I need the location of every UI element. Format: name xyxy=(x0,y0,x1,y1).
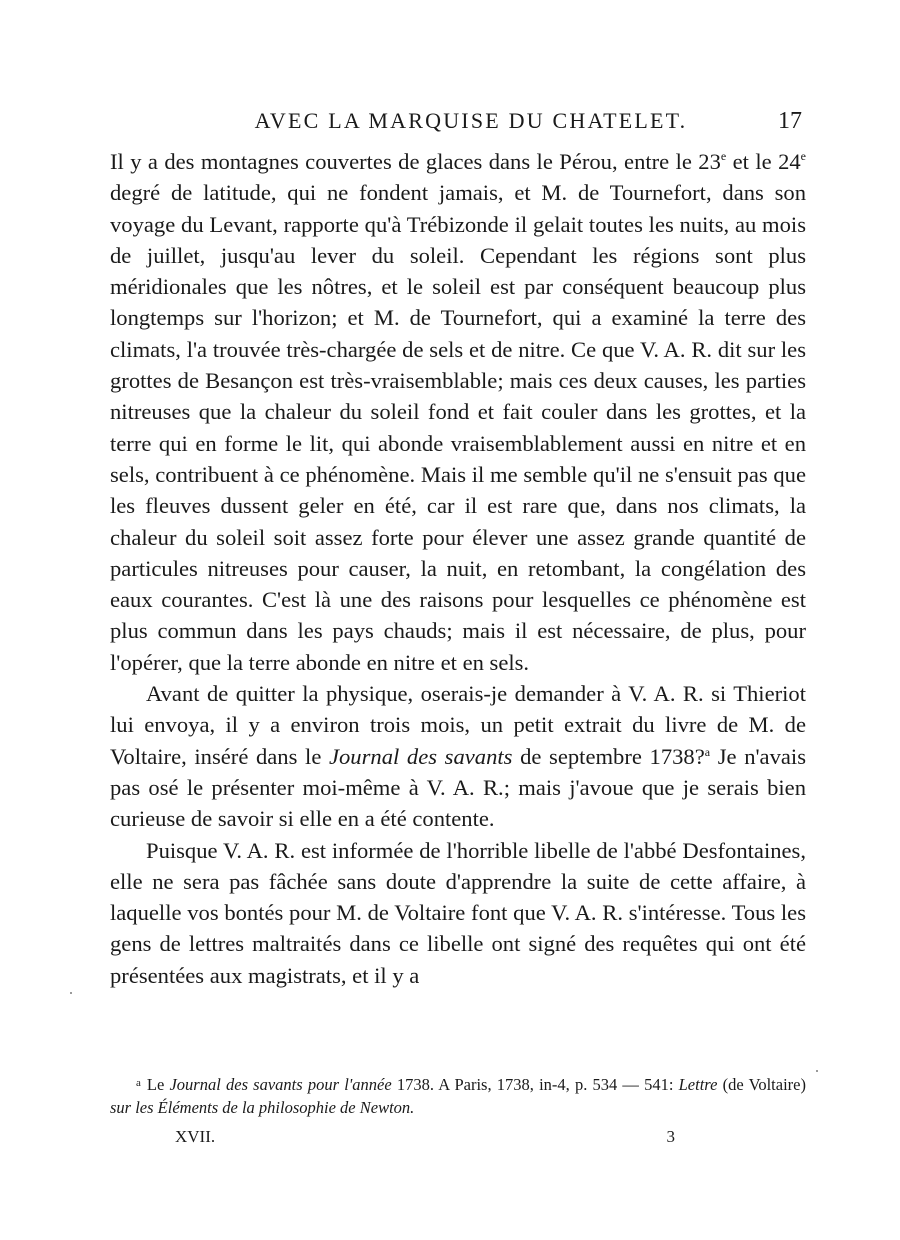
page-number: 17 xyxy=(778,108,802,134)
paragraph-2-text-c: Je n'avais pas osé le présenter moi-même à V. A. R.; mais j'avoue que je serais bien curieuse de savoir si elle en a été contente. xyxy=(110,743,806,832)
footnote-text-a: Le xyxy=(146,1075,170,1094)
footnote-text-b: 1738. A Paris, 1738, in-4, p. 534 — 541: xyxy=(391,1075,679,1094)
signature-line xyxy=(175,1127,675,1151)
body-text xyxy=(110,146,806,991)
paragraph-2-text-a: Avant de quitter la physique, oserais-je demander à V. A. R. si Thieriot lui envoya, il y a environ trois mois, un petit extrait du livre de M. de Voltaire, inséré dans le xyxy=(110,681,806,769)
running-title: AVEC LA MARQUISE DU CHATELET. xyxy=(254,108,688,133)
paragraph-1-text-a: Il y a des montagnes couvertes de glaces dans le Pérou, entre le 23 xyxy=(110,149,721,174)
footnote-italic-a: Journal des savants pour l'année xyxy=(169,1075,392,1094)
paragraph-3: Puisque V. A. R. est informée de l'horrible libelle de l'abbé Desfontaines, elle ne sera pas fâchée sans doute d'apprendre la suite de cette affaire, à laquelle vos bontés pour M. de Voltaire font que V. A. R. s'intéresse. Tous les gens de lettres maltraités dans ce libelle ont signé des requêtes qui ont été présentées aux magistrats, et il y a xyxy=(110,837,806,988)
ordinal-superscript: e xyxy=(720,149,727,163)
footnote-italic-b: Lettre xyxy=(678,1075,718,1094)
footnote-text-c: (de Voltaire) xyxy=(717,1075,806,1094)
print-speck xyxy=(816,1070,818,1072)
paragraph-1 xyxy=(110,146,806,678)
footnote-italic-c: sur les Éléments de la philosophie de Newton. xyxy=(110,1098,415,1117)
print-speck xyxy=(70,992,72,994)
footnote-reference[interactable]: a xyxy=(704,744,711,759)
paragraph-1-text-c: degré de latitude, qui ne fondent jamais, et M. de Tournefort, dans son voyage du Levant, rapporte qu'à Trébizonde il gelait toutes les nuits, au mois de juillet, jusqu'au lever du soleil. Cependant les régions sont plus méridionales que les nôtres, et le soleil est par conséquent beaucoup plus longtemps sur l'horizon; et M. de Tournefort, qui a examiné la terre des climats, l'a trouvée très-chargée de sels et de nitre. Ce que V. A. R. dit sur les grottes de Besançon est très-vraisemblable; mais ces deux causes, les parties nitreuses que la chaleur du soleil fond et fait couler dans les grottes, et la terre qui en forme le lit, qui abonde vraisemblablement aussi en nitre et en sels, contribuent à ce phénomène. Mais il me semble qu'il ne s'ensuit pas que les fleuves dussent geler en été, car il est rare que, dans nos climats, la chaleur du soleil soit assez forte pour élever une assez grande quantité de particules nitreuses pour causer, la nuit, en retombant, la congélation des eaux courantes. C'est là une des raisons pour lesquelles ce phénomène est plus commun dans les pays chauds; mais il est nécessaire, de plus, pour l'opérer, que la terre abonde en nitre et en sels. xyxy=(110,180,806,675)
paragraph-2-text-b: de septembre 1738? xyxy=(512,743,705,769)
journal-title: Journal des savants xyxy=(328,743,513,769)
paragraph-1-text-b: et le 24 xyxy=(726,149,801,174)
footnote xyxy=(110,1072,806,1119)
paragraph-2 xyxy=(110,678,806,834)
footnote-mark: a xyxy=(136,1077,141,1089)
ordinal-superscript: e xyxy=(800,149,806,163)
running-head xyxy=(110,108,802,142)
sheet-signature: 3 xyxy=(666,1127,675,1146)
volume-mark: XVII. xyxy=(175,1127,216,1146)
